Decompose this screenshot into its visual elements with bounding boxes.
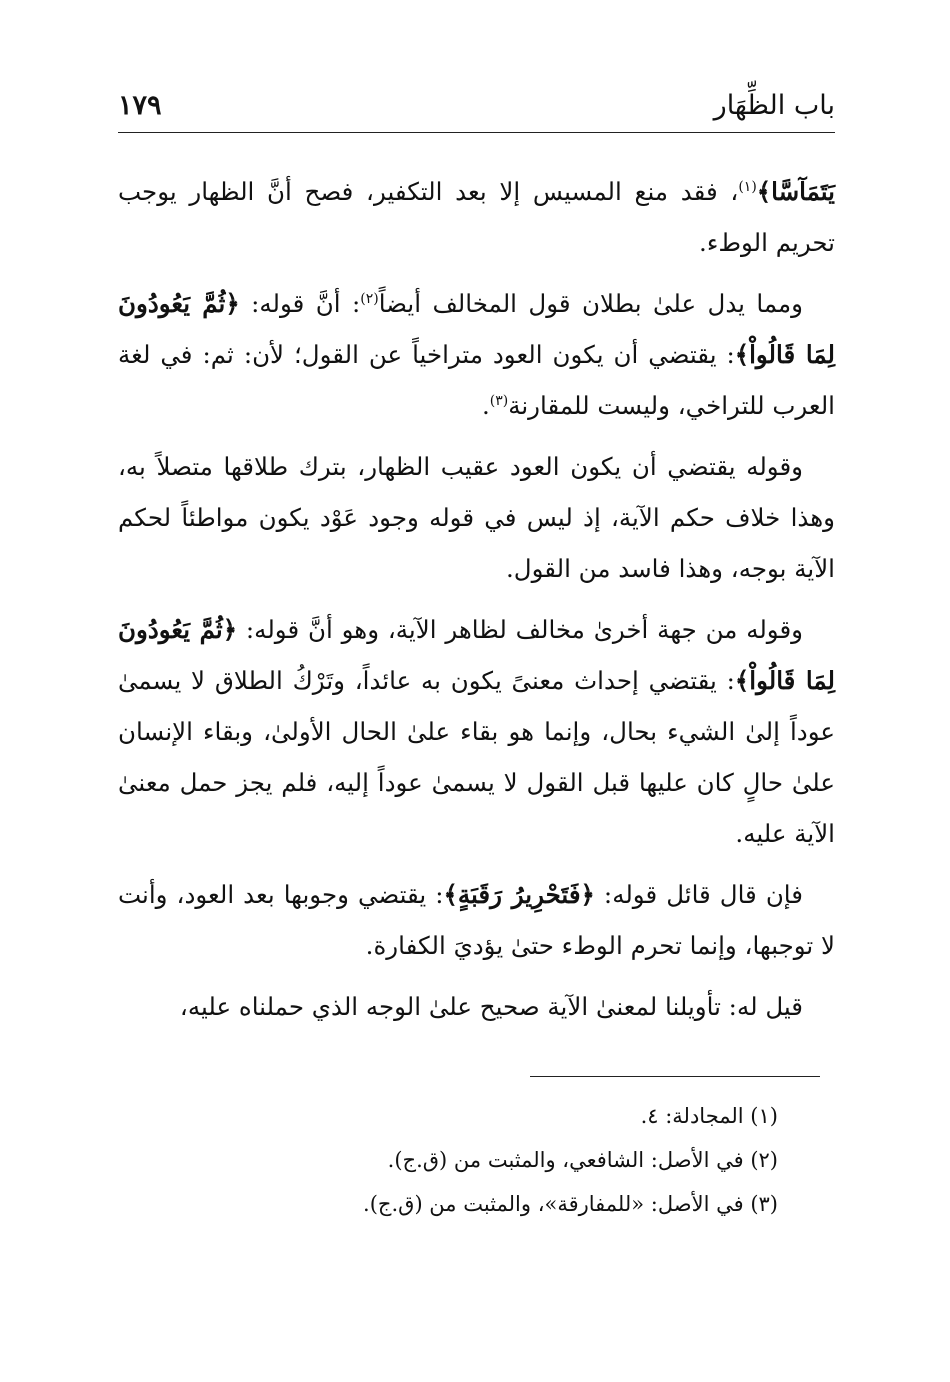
paragraph: [118, 604, 835, 859]
text-run: وقوله من جهة أخرىٰ مخالف لظاهر الآية، وهو أنَّ قوله:: [237, 615, 803, 644]
footnote: (٢) في الأصل: الشافعي، والمثبت من (ق.ج).: [387, 1148, 778, 1172]
page-number: ١٧٩: [118, 90, 162, 121]
text-run: ، فقد منع المسيس إلا بعد التكفير، فصح أنَّ الظهار يوجب تحريم الوطء.: [118, 177, 835, 257]
text-run: ومما يدل علىٰ بطلان قول المخالف أيضاً: [378, 289, 803, 318]
footnotes: [200, 1094, 778, 1226]
text-run: : يقتضي أن يكون العود متراخياً عن القول؛ لأن: ثم: في لغة العرب للتراخي، وليست للمقارنة: [118, 340, 835, 420]
running-title: باب الظِّهَار: [713, 90, 835, 121]
footnote: (٣) في الأصل: «للمفارقة»، والمثبت من (ق.ج).: [363, 1192, 778, 1216]
quran-quote: يَتَمَآسَّا﴾: [756, 177, 835, 206]
paragraph: [118, 441, 835, 594]
text-run: : يقتضي إحداث معنىً يكون به عائداً، وتَرْكُ الطلاق لا يسمىٰ عوداً إلىٰ الشيء بحال، وإنما هو بقاء علىٰ الحال الأولىٰ، وبقاء الإنسان علىٰ حالٍ كان عليها قبل القول لا يسمىٰ عوداً إليه، فلم يجز حمل معنىٰ الآية عليه.: [118, 666, 835, 848]
text-run: : يقتضي وجوبها بعد العود، وأنت لا توجبها، وإنما تحرم الوطء حتىٰ يؤديَ الكفارة.: [118, 880, 835, 960]
quran-quote: ﴿فَتَحْرِيرُ رَقَبَةٍ﴾: [443, 880, 595, 909]
main-text: [118, 166, 835, 1042]
text-run: وقوله يقتضي أن يكون العود عقيب الظهار، بترك طلاقها متصلاً به، وهذا خلاف حكم الآية، إذ ليس في قوله وجود عَوْد يكون مواطئاً لحكم الآية بوجه، وهذا فاسد من القول.: [118, 452, 835, 583]
text-run: : أنَّ قوله:: [239, 289, 361, 318]
footnote: (١) المجادلة: ٤.: [640, 1104, 778, 1128]
footnote-separator: [530, 1076, 820, 1077]
paragraph: [118, 869, 835, 971]
page-header: [118, 86, 835, 133]
text-run: قيل له: تأويلنا لمعنىٰ الآية صحيح علىٰ الوجه الذي حملناه عليه،: [179, 992, 803, 1021]
quran-quote: ﴿ثُمَّ يَعُودُونَ لِمَا قَالُواْ﴾: [118, 289, 835, 369]
paragraph: [118, 981, 835, 1032]
paragraph: [118, 166, 835, 268]
text-run: .: [481, 391, 490, 420]
footnote-ref: (١): [738, 178, 757, 195]
footnote-ref: (٢): [360, 290, 379, 307]
text-run: فإن قال قائل قوله:: [594, 880, 803, 909]
paragraph: [118, 278, 835, 431]
quran-quote: ﴿ثُمَّ يَعُودُونَ لِمَا قَالُواْ﴾: [118, 615, 835, 695]
footnote-ref: (٣): [489, 392, 509, 409]
